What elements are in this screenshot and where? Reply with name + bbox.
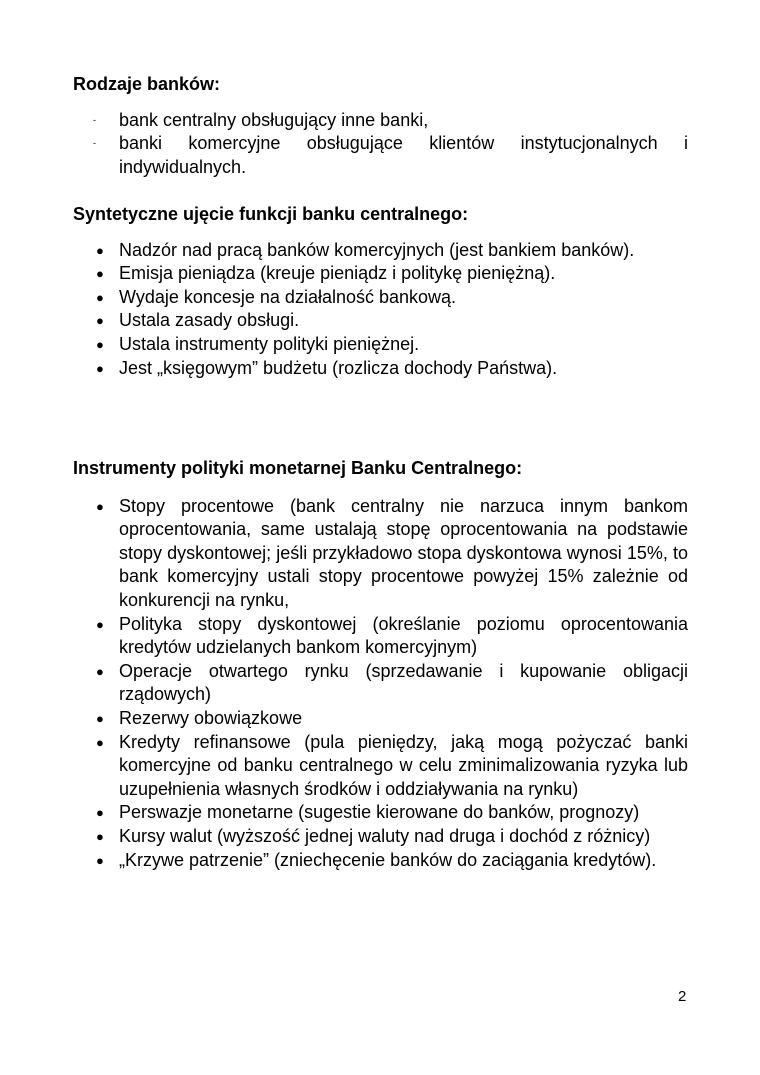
list-item	[73, 357, 688, 381]
section-heading: Rodzaje banków:	[73, 74, 221, 94]
list-item-text: Ustala zasady obsługi.	[119, 310, 300, 331]
list-item	[73, 239, 688, 263]
list-item-text: Rezerwy obowiązkowe	[119, 707, 303, 728]
bullet-icon: ●	[96, 828, 104, 844]
list-item	[73, 286, 688, 310]
bullet-icon: ●	[96, 336, 104, 352]
dash-bullet-icon: -	[93, 114, 96, 125]
list-item	[73, 707, 688, 731]
list-item-text: Emisja pieniądza (kreuje pieniądz i politykę pieniężną).	[119, 263, 556, 284]
list-item	[73, 825, 688, 849]
list-item-text: Ustala instrumenty polityki pieniężnej.	[119, 333, 420, 354]
list-item-text: Perswazje monetarne (sugestie kierowane do banków, prognozy)	[119, 802, 640, 823]
list-item	[73, 132, 688, 179]
list-item-text: Operacje otwartego rynku (sprzedawanie i kupowanie obligacji rządowych)	[119, 660, 688, 705]
section-bank-types	[73, 73, 688, 179]
bullet-icon: ●	[96, 242, 104, 258]
list-item	[73, 849, 688, 873]
section-heading: Syntetyczne ujęcie funkcji banku centralnego:	[73, 204, 469, 224]
list-item-text: Jest „księgowym” budżetu (rozlicza dochody Państwa).	[119, 357, 558, 378]
dash-list	[73, 109, 688, 180]
list-item-text: bank centralny obsługujący inne banki,	[119, 109, 429, 130]
list-item	[73, 495, 688, 613]
bullet-icon: ●	[96, 266, 104, 282]
bullet-icon: ●	[96, 616, 104, 632]
list-item	[73, 660, 688, 707]
section-central-bank-functions	[73, 203, 688, 380]
list-item-text: Nadzór nad pracą banków komercyjnych (jest bankiem banków).	[119, 239, 635, 260]
bullet-list	[73, 495, 688, 873]
page-number: 2	[678, 988, 687, 1005]
list-item	[73, 801, 688, 825]
bullet-icon: ●	[96, 734, 104, 750]
list-item-text: Kursy walut (wyższość jednej waluty nad druga i dochód z różnicy)	[119, 825, 651, 846]
bullet-icon: ●	[96, 289, 104, 305]
bullet-icon: ●	[96, 313, 104, 329]
bullet-icon: ●	[96, 360, 104, 376]
section-heading: Instrumenty polityki monetarnej Banku Centralnego:	[73, 458, 523, 478]
list-item	[73, 109, 688, 133]
dash-bullet-icon: -	[93, 138, 96, 149]
section-monetary-policy-instruments	[73, 457, 688, 872]
bullet-icon: ●	[96, 663, 104, 679]
list-item-text: banki komercyjne obsługujące klientów instytucjonalnych i indywidualnych.	[119, 133, 688, 177]
bullet-list	[73, 239, 688, 381]
list-item	[73, 731, 688, 802]
bullet-icon: ●	[96, 852, 104, 868]
list-item-text: Polityka stopy dyskontowej (określanie poziomu oprocentowania kredytów udzielanych bankom komercyjnym)	[119, 613, 688, 658]
list-item-text: Wydaje koncesje na działalność bankową.	[119, 286, 457, 307]
bullet-icon: ●	[96, 498, 104, 514]
list-item-text: Kredyty refinansowe (pula pieniędzy, jaką mogą pożyczać banki komercyjne od banku centralnego w celu zminimalizowania ryzyka lub uzupełnienia własnych środków i oddziaływania na rynku)	[119, 731, 688, 799]
bullet-icon: ●	[96, 710, 104, 726]
list-item-text: Stopy procentowe (bank centralny nie narzuca innym bankom oprocentowania, same ustalają stopę oprocentowania na podstawie stopy dyskontowej; jeśli przykładowo stopa dyskontowa wynosi 15%, to bank komercyjny ustali stopy procentowe powyżej 15% zależnie od konkurencji na rynku,	[119, 495, 688, 610]
list-item	[73, 613, 688, 660]
bullet-icon: ●	[96, 805, 104, 821]
list-item	[73, 333, 688, 357]
list-item	[73, 309, 688, 333]
list-item-text: „Krzywe patrzenie” (zniechęcenie banków do zaciągania kredytów).	[119, 849, 657, 870]
list-item	[73, 262, 688, 286]
